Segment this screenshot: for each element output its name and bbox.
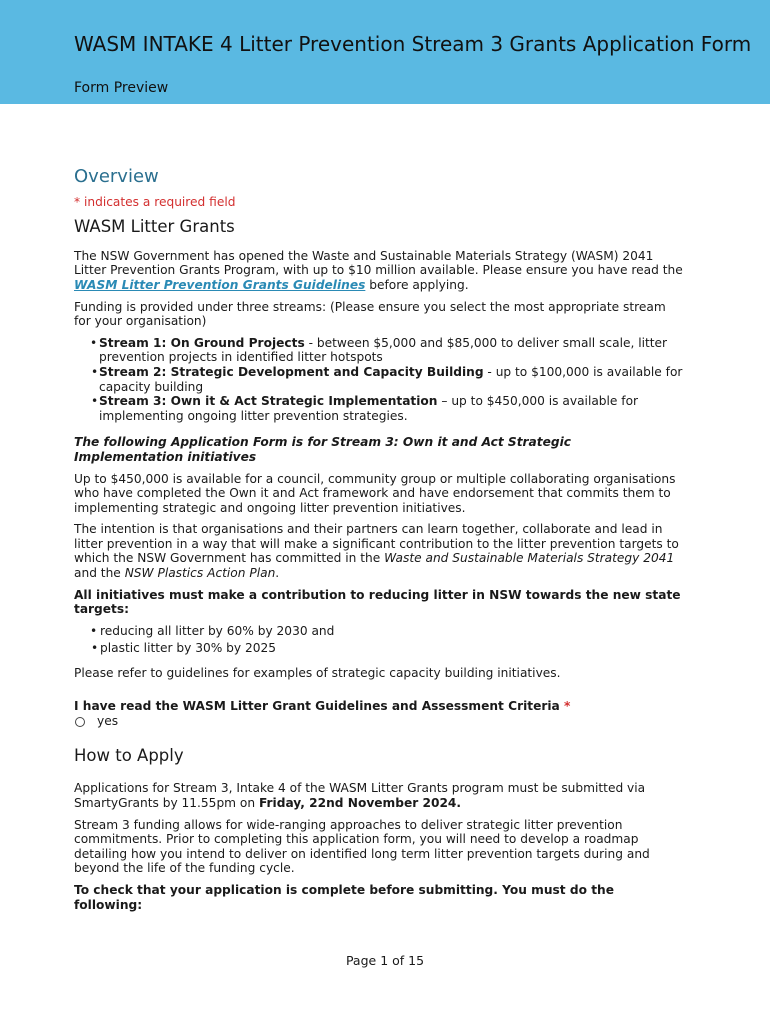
stream-desc: – up to $450,000 is available for implementing ongoing litter prevention strategies. <box>99 394 639 423</box>
targets-heading: All initiatives must make a contribution to reducing litter in NSW towards the new state targets: <box>74 587 681 617</box>
overview-heading: Overview <box>74 166 159 187</box>
targets-list <box>74 624 684 656</box>
guidelines-question <box>74 699 684 714</box>
stream-name: Stream 3: Own it & Act Strategic Implementation <box>99 394 438 409</box>
streams-list <box>74 336 684 424</box>
target-text: plastic litter by 30% by 2025 <box>100 641 277 656</box>
stream3-paragraph: Up to $450,000 is available for a council, community group or multiple collaborating organisations who have completed the Own it and Act framework and have endorsement that commits them to implementing strategic and ongoing litter prevention initiatives. <box>74 471 676 515</box>
form-title: WASM INTAKE 4 Litter Prevention Stream 3 Grants Application Form <box>74 32 752 56</box>
yes-label: yes <box>97 714 119 729</box>
required-field-note: * indicates a required field <box>74 194 236 209</box>
yes-radio[interactable] <box>75 717 85 727</box>
how-to-apply-heading: How to Apply <box>74 745 184 765</box>
list-item: • reducing all litter by 60% by 2030 and <box>90 623 335 638</box>
litter-grants-heading: WASM Litter Grants <box>74 217 235 237</box>
list-item: • plastic litter by 30% by 2025 <box>91 641 277 656</box>
intention-text-end: . <box>275 566 280 581</box>
list-item: • Stream 3: Own it & Act Strategic Implementation – up to $450,000 is available for implementing ongoing litter prevention strategies. <box>91 394 639 423</box>
deadline-date: Friday, 22nd November 2024. <box>258 796 462 810</box>
guidelines-link[interactable]: WASM Litter Prevention Grants Guidelines <box>74 277 366 292</box>
refer-paragraph: Please refer to guidelines for examples of strategic capacity building initiatives. <box>74 666 561 681</box>
yes-option[interactable] <box>74 714 684 729</box>
required-star: * <box>564 698 571 713</box>
stream-desc: - between $5,000 and $85,000 to deliver small scale, litter prevention projects in identified litter hotspots <box>99 335 668 365</box>
question-label: I have read the WASM Litter Grant Guidelines and Assessment Criteria <box>74 698 560 713</box>
target-text: reducing all litter by 60% by 2030 and <box>100 623 335 638</box>
list-item: • Stream 1: On Ground Projects - between $5,000 and $85,000 to deliver small scale, litter prevention projects in identified litter hotspots <box>90 335 668 365</box>
funding-approach-paragraph: Stream 3 funding allows for wide-ranging approaches to deliver strategic litter prevention commitments. Prior to completing this application form, you will need to develop a roadmap detailing how you intend to deliver on identified long term litter prevention targets during and beyond the life of the funding cycle. <box>74 817 650 876</box>
page-number: Page 1 of 15 <box>345 953 425 968</box>
intention-paragraph <box>74 522 684 580</box>
deadline-text: Applications for Stream 3, Intake 4 of the WASM Litter Grants program must be submitted via SmartyGrants by 11.55pm on <box>74 781 646 810</box>
list-item: • Stream 2: Strategic Development and Capacity Building - up to $100,000 is available for capacity building <box>91 364 683 394</box>
form-content <box>74 168 684 919</box>
form-header <box>0 0 770 104</box>
intro-text: The NSW Government has opened the Waste and Sustainable Materials Strategy (WASM) 2041 Litter Prevention Grants Program, with up to $10 million available. Please ensure you have read the <box>74 248 683 278</box>
deadline-paragraph <box>74 781 684 810</box>
intro-text-end: before applying. <box>365 277 469 292</box>
intro-paragraph <box>74 249 684 293</box>
stream-name: Stream 1: On Ground Projects <box>99 335 305 350</box>
checklist-heading: To check that your application is complete before submitting. You must do the following: <box>74 882 614 912</box>
strategy-name: Waste and Sustainable Materials Strategy 2041 <box>384 551 675 566</box>
form-subtitle: Form Preview <box>74 80 169 96</box>
intention-text-mid: and the <box>74 566 125 581</box>
intention-text: The intention is that organisations and their partners can learn together, collaborate and lead in litter prevention in a way that will make a significant contribution to the litter prevention targets to which the NSW Government has committed in the <box>74 522 679 566</box>
stream3-heading: The following Application Form is for Stream 3: Own it and Act Strategic Implementation initiatives <box>74 435 571 464</box>
plan-name: NSW Plastics Action Plan <box>124 566 276 581</box>
funding-intro: Funding is provided under three streams: (Please ensure you select the most appropriate stream for your organisation) <box>74 299 666 329</box>
stream-name: Stream 2: Strategic Development and Capacity Building <box>99 364 484 379</box>
stream-desc: - up to $100,000 is available for capacity building <box>99 364 683 394</box>
